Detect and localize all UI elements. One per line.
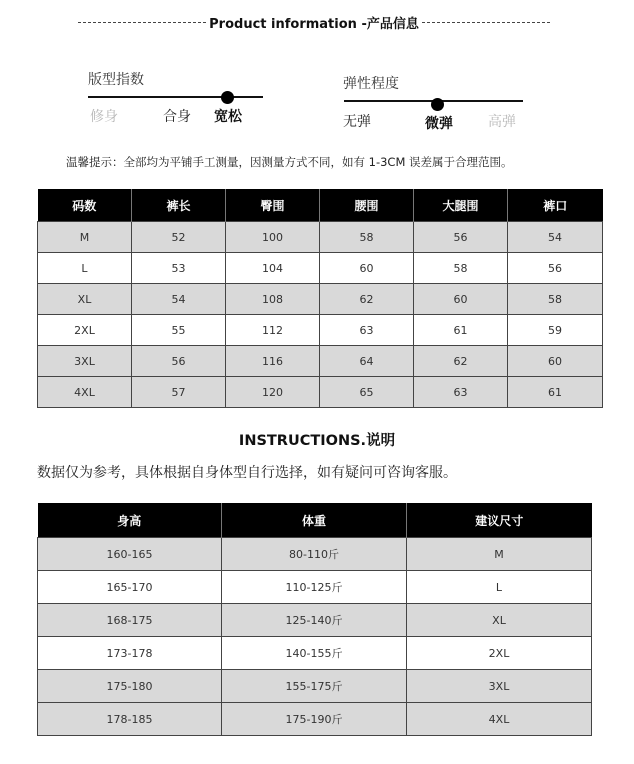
instructions-title: INSTRUCTIONS.说明 bbox=[238, 433, 396, 449]
header-length: 裤长 bbox=[132, 189, 226, 222]
cell-waist: 65 bbox=[320, 377, 414, 408]
cell-size: 3XL bbox=[38, 346, 132, 377]
cell-height: 175-180 bbox=[38, 670, 222, 703]
cell-leg-opening: 54 bbox=[508, 222, 603, 253]
cell-length: 56 bbox=[132, 346, 226, 377]
cell-size: XL bbox=[38, 284, 132, 315]
cell-waist: 62 bbox=[320, 284, 414, 315]
elasticity-option-slight: 微弹 bbox=[425, 116, 453, 132]
cell-height: 173-178 bbox=[38, 637, 222, 670]
fit-option-slim: 修身 bbox=[90, 109, 118, 125]
table-row bbox=[38, 703, 592, 736]
fit-option-regular: 合身 bbox=[163, 109, 191, 125]
table-row bbox=[38, 377, 603, 408]
cell-hip: 108 bbox=[226, 284, 320, 315]
cell-leg-opening: 61 bbox=[508, 377, 603, 408]
cell-height: 168-175 bbox=[38, 604, 222, 637]
cell-suggested-size: M bbox=[407, 538, 592, 571]
cell-thigh: 62 bbox=[414, 346, 508, 377]
table-row bbox=[38, 604, 592, 637]
table-row bbox=[38, 538, 592, 571]
header-dash-left bbox=[78, 22, 206, 23]
header-leg-opening: 裤口 bbox=[508, 189, 603, 222]
fit-index-scale-line bbox=[88, 96, 263, 98]
cell-hip: 120 bbox=[226, 377, 320, 408]
elasticity-option-none: 无弹 bbox=[343, 114, 371, 130]
cell-suggested-size: 4XL bbox=[407, 703, 592, 736]
elasticity-option-high: 高弹 bbox=[488, 114, 516, 130]
elasticity-marker bbox=[431, 98, 444, 111]
cell-weight: 140-155斤 bbox=[222, 637, 407, 670]
cell-size: 2XL bbox=[38, 315, 132, 346]
table-row bbox=[38, 253, 603, 284]
cell-hip: 112 bbox=[226, 315, 320, 346]
table-row bbox=[38, 284, 603, 315]
cell-weight: 110-125斤 bbox=[222, 571, 407, 604]
cell-thigh: 58 bbox=[414, 253, 508, 284]
instructions-text: 数据仅为参考，具体根据自身体型自行选择，如有疑问可咨询客服。 bbox=[37, 465, 457, 481]
cell-size: L bbox=[38, 253, 132, 284]
cell-length: 55 bbox=[132, 315, 226, 346]
section-title: Product information -产品信息 bbox=[209, 16, 419, 32]
measurement-tip: 温馨提示：全部均为平铺手工测量，因测量方式不同，如有 1-3CM 误差属于合理范围。 bbox=[66, 155, 513, 169]
cell-weight: 175-190斤 bbox=[222, 703, 407, 736]
cell-suggested-size: 3XL bbox=[407, 670, 592, 703]
cell-height: 160-165 bbox=[38, 538, 222, 571]
fit-index-label: 版型指数 bbox=[88, 72, 144, 88]
cell-waist: 60 bbox=[320, 253, 414, 284]
cell-size: 4XL bbox=[38, 377, 132, 408]
section-header bbox=[78, 12, 550, 32]
cell-leg-opening: 59 bbox=[508, 315, 603, 346]
fit-index-marker bbox=[221, 91, 234, 104]
cell-height: 165-170 bbox=[38, 571, 222, 604]
cell-waist: 63 bbox=[320, 315, 414, 346]
header-suggested-size: 建议尺寸 bbox=[407, 503, 592, 538]
cell-hip: 116 bbox=[226, 346, 320, 377]
cell-weight: 80-110斤 bbox=[222, 538, 407, 571]
size-table bbox=[37, 189, 603, 408]
header-waist: 腰围 bbox=[320, 189, 414, 222]
cell-suggested-size: 2XL bbox=[407, 637, 592, 670]
cell-length: 53 bbox=[132, 253, 226, 284]
header-dash-right bbox=[422, 22, 550, 23]
cell-leg-opening: 58 bbox=[508, 284, 603, 315]
cell-height: 178-185 bbox=[38, 703, 222, 736]
elasticity-label: 弹性程度 bbox=[343, 76, 399, 92]
header-thigh: 大腿围 bbox=[414, 189, 508, 222]
cell-thigh: 61 bbox=[414, 315, 508, 346]
cell-waist: 58 bbox=[320, 222, 414, 253]
size-table-header-row bbox=[38, 189, 603, 222]
cell-length: 54 bbox=[132, 284, 226, 315]
cell-hip: 100 bbox=[226, 222, 320, 253]
cell-leg-opening: 60 bbox=[508, 346, 603, 377]
table-row bbox=[38, 222, 603, 253]
cell-thigh: 63 bbox=[414, 377, 508, 408]
table-row bbox=[38, 346, 603, 377]
cell-hip: 104 bbox=[226, 253, 320, 284]
header-hip: 臀围 bbox=[226, 189, 320, 222]
table-row bbox=[38, 315, 603, 346]
cell-leg-opening: 56 bbox=[508, 253, 603, 284]
fit-option-loose: 宽松 bbox=[214, 109, 242, 125]
cell-suggested-size: L bbox=[407, 571, 592, 604]
cell-length: 52 bbox=[132, 222, 226, 253]
cell-size: M bbox=[38, 222, 132, 253]
recommendation-header-row bbox=[38, 503, 592, 538]
cell-waist: 64 bbox=[320, 346, 414, 377]
header-weight: 体重 bbox=[222, 503, 407, 538]
cell-thigh: 56 bbox=[414, 222, 508, 253]
table-row bbox=[38, 637, 592, 670]
cell-weight: 125-140斤 bbox=[222, 604, 407, 637]
recommendation-table bbox=[37, 503, 592, 736]
table-row bbox=[38, 571, 592, 604]
header-height: 身高 bbox=[38, 503, 222, 538]
header-size: 码数 bbox=[38, 189, 132, 222]
cell-length: 57 bbox=[132, 377, 226, 408]
cell-suggested-size: XL bbox=[407, 604, 592, 637]
cell-thigh: 60 bbox=[414, 284, 508, 315]
table-row bbox=[38, 670, 592, 703]
cell-weight: 155-175斤 bbox=[222, 670, 407, 703]
